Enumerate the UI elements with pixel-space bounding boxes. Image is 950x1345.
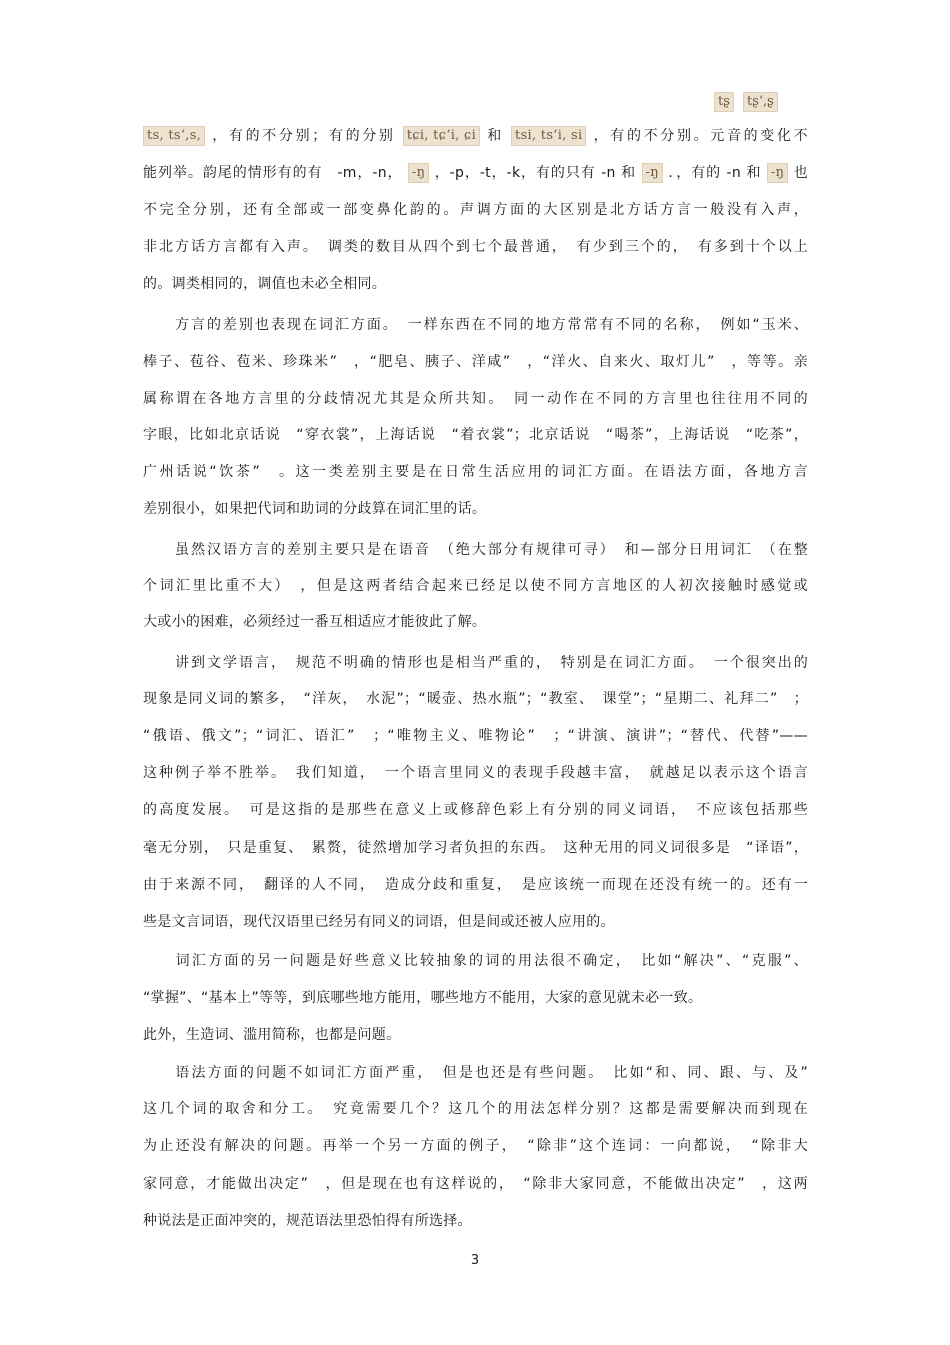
text-line-28: 为止还没有解决的问题。再举一个另一方面的例子， “除非”这个连词：一向都说， “除非大 bbox=[143, 1138, 808, 1154]
text-line-25: 此外，生造词、滥用简称，也都是问题。 bbox=[143, 1027, 401, 1043]
phonetic-eng-2: -ŋ bbox=[642, 163, 663, 183]
text-line-14: 大或小的困难，必须经过一番互相适应才能彼此了解。 bbox=[143, 614, 487, 630]
text-line-8: 属称谓在各地方言里的分歧情况尤其是众所共知。 同一动作在不同的方言里也往往用不同的 bbox=[143, 391, 808, 407]
phonetic-eng-3: -ŋ bbox=[767, 163, 788, 183]
text-line-3: 不完全分别，还有全部或一部变鼻化韵的。声调方面的大区别是北方话方言一般没有入声， bbox=[143, 202, 808, 218]
line-1-part-a: ，有的不分别；有的分别 bbox=[212, 128, 396, 144]
text-line-19: 的高度发展。 可是这指的是那些在意义上或修辞色彩上有分别的同义词语， 不应该包括那些 bbox=[143, 802, 808, 818]
text-line-20: 毫无分别， 只是重复、 累赘，徒然增加学习者负担的东西。 这种无用的同义词很多是 “译语”， bbox=[143, 840, 808, 856]
phonetic-retroflex-1: tʂ bbox=[714, 92, 734, 112]
page-number: 3 bbox=[470, 1253, 480, 1268]
text-line-12: 虽然汉语方言的差别主要只是在语音 （绝大部分有规律可寻） 和—部分日用词汇 （在整 bbox=[143, 542, 808, 558]
text-line-16: 现象是同义词的繁多， “洋灰， 水泥”；“暖壶、热水瓶”；“教室、 课堂”；“星期二、礼拜二” ； bbox=[143, 691, 808, 707]
text-line-22: 些是文言词语，现代汉语里已经另有同义的词语，但是间或还被人应用的。 bbox=[143, 914, 615, 930]
text-line-1 bbox=[143, 126, 808, 146]
text-line-6: 方言的差别也表现在词汇方面。 一样东西在不同的地方常常有不同的名称， 例如“玉米、 bbox=[143, 317, 808, 333]
phonetic-dental-i: tsi, tsʻi, si bbox=[511, 126, 587, 146]
text-line-23: 词汇方面的另一问题是好些意义比较抽象的词的用法很不确定， 比如“解决”、“克服”、 bbox=[143, 953, 808, 969]
phonetic-retroflex-2: tʂʻ,ʂ bbox=[743, 92, 778, 112]
text-line-5: 的。调类相同的，调值也未必全相同。 bbox=[143, 276, 387, 292]
text-line-30: 种说法是正面冲突的，规范语法里恐怕得有所选择。 bbox=[143, 1213, 472, 1229]
line-2-part-d: 也 bbox=[793, 165, 808, 181]
text-line-27: 这几个词的取舍和分工。 究竟需要几个？这几个的用法怎样分别？这都是需要解决而到现在 bbox=[143, 1101, 808, 1117]
text-line-24: “掌握”、“基本上”等等，到底哪些地方能用，哪些地方不能用，大家的意见就未必一致。 bbox=[143, 990, 703, 1006]
phonetic-dental: ts, tsʻ,s, bbox=[143, 126, 205, 146]
line-2-part-b: ，-p，-t，-k，有的只有 -n 和 bbox=[434, 165, 637, 181]
text-line-21: 由于来源不同， 翻译的人不同， 造成分歧和重复， 是应该统一而现在还没有统一的。还有一 bbox=[143, 877, 808, 893]
text-line-2 bbox=[143, 163, 808, 183]
text-line-4: 非北方话方言都有入声。 调类的数目从四个到七个最普通， 有少到三个的， 有多到十个以上 bbox=[143, 239, 808, 255]
phonetic-eng-1: -ŋ bbox=[408, 163, 429, 183]
line-1-part-b: 和 bbox=[487, 128, 504, 144]
text-line-7: 棒子、苞谷、苞米、珍珠米” ，“肥皂、胰子、洋咸” ，“洋火、自来火、取灯儿” ，等等。亲 bbox=[143, 354, 808, 370]
text-line-18: 这种例子举不胜举。 我们知道， 一个语言里同义的表现手段越丰富， 就越足以表示这个语言 bbox=[143, 765, 808, 781]
text-line-29: 家同意，才能做出决定” ，但是现在也有这样说的， “除非大家同意，不能做出决定” ，这两 bbox=[143, 1176, 808, 1192]
text-line-13: 个词汇里比重不大） ，但是这两者结合起来已经足以使不同方言地区的人初次接触时感觉或 bbox=[143, 578, 808, 594]
text-line-15: 讲到文学语言， 规范不明确的情形也是相当严重的， 特别是在词汇方面。 一个很突出的 bbox=[143, 655, 808, 671]
text-line-26: 语法方面的问题不如词汇方面严重， 但是也还是有些问题。 比如“和、同、跟、与、及” bbox=[143, 1065, 808, 1081]
text-line-9: 字眼，比如北京话说 “穿衣裳”，上海话说 “着衣裳”；北京话说 “喝茶”，上海话说 “吃茶”， bbox=[143, 427, 808, 443]
phonetic-palatal: tɕi, tɕʻi, ɕi bbox=[403, 126, 480, 146]
text-line-11: 差别很小，如果把代词和助词的分歧算在词汇里的话。 bbox=[143, 501, 487, 517]
text-line-10: 广州话说“饮茶” 。这一类差别主要是在日常生活应用的词汇方面。在语法方面，各地方言 bbox=[143, 464, 808, 480]
line-2-part-a: 能列举。韵尾的情形有的有 -m，-n， bbox=[143, 165, 403, 181]
text-line-17: “俄语、俄文”；“词汇、语汇” ；“唯物主义、唯物论” ；“讲演、演讲”；“替代、代替”—— bbox=[143, 728, 808, 744]
line-1-part-c: ，有的不分别。元音的变化不 bbox=[593, 128, 808, 144]
line-2-part-c: ．，有的 -n 和 bbox=[668, 165, 762, 181]
